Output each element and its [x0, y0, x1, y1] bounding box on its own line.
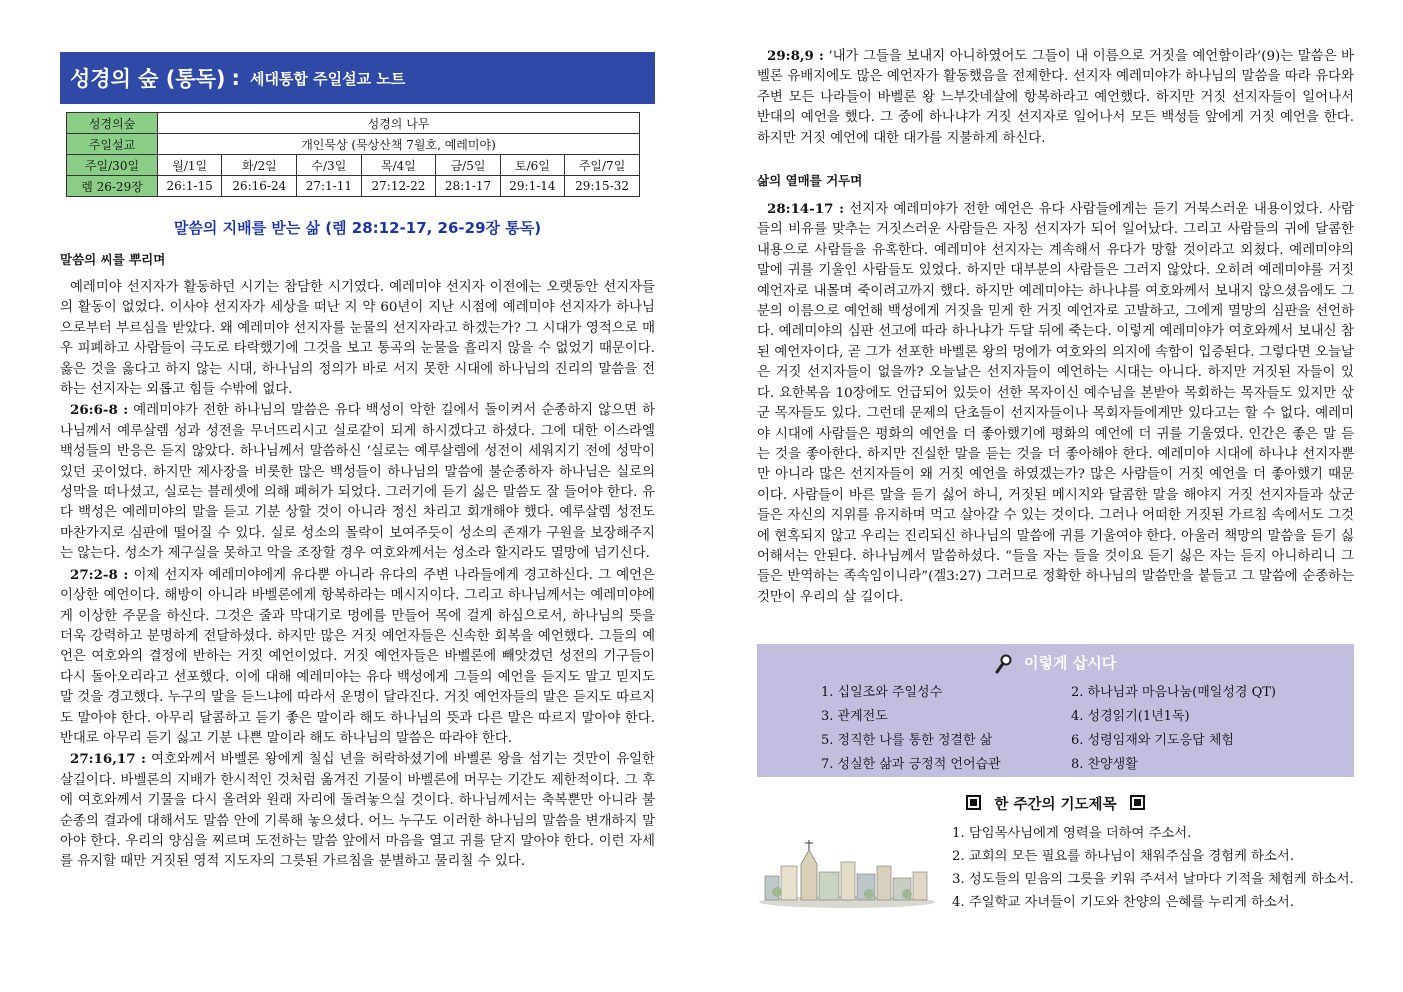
- sermon-paragraph: [757, 199, 1354, 608]
- left-page: [60, 52, 655, 873]
- list-item: 7. 성실한 삶과 긍정적 언어습관: [821, 757, 1001, 773]
- banner-title: 성경의 숲 (통독): [70, 67, 226, 91]
- table-cell: 27:1-11: [297, 176, 361, 197]
- table-cell: 주일/7일: [565, 155, 640, 176]
- table-row: [67, 134, 640, 155]
- reading-schedule-table: [66, 112, 640, 197]
- list-item: 2. 교회의 모든 필요를 하나님이 채워주심을 경험케 하소서.: [952, 849, 1294, 865]
- table-label: 주일/30일: [67, 155, 158, 176]
- list-item: 5. 정직한 나를 통한 정결한 삶: [821, 733, 993, 749]
- table-cell: 화/2일: [222, 155, 297, 176]
- prayer-section: [757, 822, 1354, 922]
- table-label: 주일설교: [67, 134, 158, 155]
- table-cell: 27:12-22: [361, 176, 436, 197]
- table-row: [67, 155, 640, 176]
- scripture-ref: 26:6-8 :: [70, 402, 129, 419]
- table-cell: 토/6일: [500, 155, 564, 176]
- paragraph-text: 선지자 예레미야가 전한 예언은 유다 사람들에게는 듣기 거북스러운 내용이었다. 사람들의 비유를 맞추는 거짓스러운 사람들은 자칭 선지자가 되어 일어났다. 그리고 사람들의 귀에 달콤한 내용으로 사람들을 유혹한다. 예레미야 선지자는 계속해서 유다가 망할 것이라고 외쳤다. 예레미야의 말에 귀를 기울인 사람들도 있었다. 하지만 대부분의 사람들은 그러지 않았다. 오히려 예레미야를 거짓 예언자로 내몰며 죽이려고까지 했다. 하지만 예레미야는 하나냐를 여호와께서 보내지 않으셨음에도 그분의 이름으로 예언해 백성에게 거짓을 믿게 한 거짓 예언자로 고발하고, 그에게 멸망의 심판을 선언하다. 예레미야의 심판 선고에 따라 하나냐가 두달 뒤에 죽는다. 이렇게 예레미야가 여호와께서 보내신 참된 예언자이다, 곧 그가 선포한 바벨론 왕의 멍에가 여호와의 의지에 속함이 입증된다. 그렇다면 오늘날은 거짓 선지자들이 없을까? 오늘날은 선지자들이 예언하는 시대는 아니다. 하지만 거짓된 자들이 있다. 요한복음 10장에도 언급되어 있듯이 선한 목자이신 예수님을 본받아 목회하는 목자들도 있지만 삯군 목자들도 있다. 그런데 문제의 단초들이 선지자들이나 목회자들에게만 있다고는 할 수 없다. 예레미야 시대에 사람들은 평화의 예언을 더 좋아했기에 평화의 예언에 더 귀를 기울였다. 인간은 좋은 말 듣는 것을 좋아한다. 하지만 진실한 말을 듣는 것을 더 좋아해야 한다. 예레미야 시대에 하나냐 선지자뿐만 아니라 많은 선지자들이 왜 거짓 예언을 하였겠는가? 많은 사람들이 거짓 예언을 더 좋아했기 때문이다. 사람들이 바른 말을 듣기 싫어 하니, 거짓된 메시지와 달콤한 말을 해야지 거짓 선지자들과 삯군들은 자신의 지위를 유지하며 먹고 살아갈 수 있는 것이다. 그러나 어떠한 거짓된 가르침 속에서도 그것에 현혹되지 않고 우리는 진리되신 하나님의 말씀에 귀를 기울여야 한다. 아울러 책망의 말씀을 듣기 싫어해서는 안된다. 하나님께서 말씀하셨다. “들을 자는 들을 것이요 듣기 싫은 자는 듣지 아니하리니 그들은 반역하는 족속임이니라”(겔3:27) 그러므로 정확한 하나님의 말씀만을 붙들고 그 말씀에 순종하는 것만이 우리의 살 길이다.: [757, 202, 1355, 605]
- paragraph-text: 이제 선지자 예레미야에게 유다뿐 아니라 유다의 주변 나라들에게 경고하신다. 그 예언은 이상한 예언이다. 해방이 아니라 바벨론에게 항복하라는 메시지이다. 그리고 하나님께서는 예레미야에게 이상한 주문을 하신다. 그것은 줄과 막대기로 멍에를 만들어 목에 걸게 하심으로서, 하나님의 뜻을 더욱 강력하고 분명하게 전달하셨다. 하지만 많은 거짓 예언자들은 신속한 회복을 예언했다. 그들의 예언은 여호와의 결정에 반하는 거짓 예언이었다. 거짓 예언자들은 바벨론에 빼앗겼던 성전의 기구들이 다시 돌아오리라고 선포했다. 이에 대해 예레미야는 유다 백성에게 그들의 예언을 듣지도 말고 믿지도 말 것을 경고했다. 누구의 말을 듣느냐에 따라서 운명이 달라진다. 거짓 예언자들의 말은 듣지도 따르지도 말아야 한다. 아무리 달콤하고 듣기 좋은 말이라 해도 하나님의 뜻과 다른 말은 따르지 말아야 한다. 반대로 아무리 듣기 싫고 기분 나쁜 말이라 해도 하나님의 말씀은 따라야 한다.: [60, 567, 655, 746]
- list-item: 1. 십일조와 주일성수: [821, 685, 943, 701]
- list-item: 3. 관계전도: [821, 709, 888, 725]
- scripture-ref: 28:14-17 :: [767, 201, 845, 218]
- table-cell: 29:15-32: [565, 176, 640, 197]
- list-item: 4. 주일학교 자녀들이 기도와 찬양의 은혜를 누리게 하소서.: [952, 895, 1294, 911]
- list-item: 2. 하나님과 마음나눔(매일성경 QT): [1071, 685, 1276, 701]
- list-item: 1. 담임목사님에게 영력을 더하여 주소서.: [952, 826, 1192, 842]
- table-cell: 성경의 나무: [158, 113, 640, 134]
- paragraph-text: ‘내가 그들을 보내지 아니하였어도 그들이 내 이름으로 거짓을 예언함이라’(9)는 말씀은 바벨론 유배지에도 많은 예언자가 활동했음을 전제한다. 선지자 예레미야가 하나님의 말씀을 따라 유다와 주변 모든 나라들이 바벨론 왕 느부갓네살에 항복하라고 예언했다. 하지만 거짓 선지자들이 일어나서 반대의 예언을 했다. 그 중에 하나냐가 거짓 선지자로 일어나서 모든 백성들 앞에게 거짓 예언을 한다. 하지만 거짓 예언에 대한 대가를 지불하게 하신다.: [757, 49, 1354, 146]
- right-page: [757, 46, 1354, 922]
- banner-subtitle: 세대통합 주일설교 노트: [249, 69, 406, 88]
- table-label: 렘 26-29장: [67, 176, 158, 197]
- table-cell: 목/4일: [361, 155, 436, 176]
- prayer-list: [952, 822, 1354, 914]
- magnifier-icon: [995, 654, 1013, 674]
- live-items-grid: [821, 682, 1321, 776]
- table-cell: 29:1-14: [500, 176, 564, 197]
- table-row: [67, 176, 640, 197]
- table-label: 성경의숲: [67, 113, 158, 134]
- table-cell: 26:16-24: [222, 176, 297, 197]
- sermon-paragraph: [757, 46, 1354, 149]
- sermon-title: 말씀의 지배를 받는 삶 (렘 28:12-17, 26-29장 통독): [173, 219, 542, 237]
- table-cell: 26:1-15: [158, 176, 222, 197]
- list-item: 4. 성경읽기(1년1독): [1071, 709, 1190, 725]
- paragraph-text: 예레미야가 전한 하나님의 말씀은 유다 백성이 악한 길에서 돌이켜서 순종하지 않으면 하나님께서 예루살렘 성과 성전을 무너뜨리시고 실로같이 되게 하시겠다고 하셨다. 그에 대한 이스라엘 백성들의 반응은 듣지 않았다. 하나님께서 말씀하신 ‘실로는 예루살렘에 성전이 세워지기 전에 성막이 있던 곳이었다. 하지만 제사장을 비롯한 많은 백성들이 하나님의 말씀에 불순종하자 하나님은 실로의 성막을 떠나셨고, 실로는 블레셋에 의해 폐허가 되었다. 그러기에 듣기 싫은 말씀도 잘 들어야 한다. 유다 백성은 예레미야의 말을 듣고 기분 상할 것이 아니라 정신 차리고 회개해야 했다. 예루살렘 성전도 마찬가지로 심판에 떨어질 수 있다. 실로 성소의 몰락이 보여주듯이 성소의 존재가 구원을 보장해주지는 않는다. 성소가 제구실을 못하고 악을 조장할 경우 여호와께서는 성소라 할지라도 멸망에 넘기신다.: [60, 403, 656, 562]
- list-item: 8. 찬양생활: [1071, 757, 1138, 773]
- section-heading-sowing: 말씀의 씨를 뿌리며: [60, 252, 166, 267]
- prayer-title: 한 주간의 기도제목: [994, 797, 1117, 814]
- town-illustration-icon: [757, 836, 937, 908]
- bullet-box-icon: [966, 795, 981, 810]
- table-cell: 금/5일: [436, 155, 500, 176]
- scripture-ref: 29:8,9 :: [767, 48, 824, 64]
- title-banner: [60, 52, 655, 104]
- table-cell: 월/1일: [158, 155, 222, 176]
- sermon-paragraph: [60, 565, 655, 750]
- list-item: 6. 성령임재와 기도응답 체험: [1071, 733, 1234, 749]
- scripture-ref: 27:16,17 :: [70, 751, 146, 768]
- live-box-title: 이렇게 삽시다: [1024, 654, 1117, 673]
- table-cell: 28:1-17: [436, 176, 500, 197]
- sermon-paragraph: 예레미야 선지자가 활동하던 시기는 참담한 시기였다. 예레미야 선지자 이전에는 오랫동안 선지자들의 활동이 없었다. 이사야 선지자가 세상을 떠난 지 약 60년이 지난 시점에 예레미야 선지자가 하나님으로부터 부르심을 받았다. 왜 예레미야 선지자를 눈물의 선지자라고 하겠는가? 그 시대가 영적으로 매우 피폐하고 사람들이 극도로 타락했기에 그것을 보고 통곡의 눈물을 흘리지 않을 수 없었기 때문이다. 옳은 것을 옳다고 하지 않는 시대, 하나님의 정의가 바로 서지 못한 시대에 하나님의 진리의 말씀을 전하는 선지자는 외롭고 힘들 수밖에 없다.: [60, 280, 655, 398]
- section-heading-fruit: 삶의 열매를 거두며: [757, 173, 863, 189]
- prayer-heading: [757, 793, 1354, 814]
- paragraph-text: 여호와께서 바벨론 왕에게 칠십 년을 허락하셨기에 바벨론 왕을 섬기는 것만이 유일한 살길이다. 바벨론의 지배가 한시적인 것처럼 옮겨진 기물이 바벨론에 머무는 기간도 제한적이다. 그 후에 여호와께서 기물을 다시 올려와 원래 자리에 돌려놓으실 것이다. 하나님께서는 축복뿐만 아니라 불순종의 결과에 대해서도 말씀 안에 기록해 놓으셨다. 어느 누구도 이러한 하나님의 말씀을 변개하지 말아야 한다. 우리의 양심을 찌르며 도전하는 말씀 앞에서 마음을 열고 귀를 닫지 말아야 한다. 이런 자세를 유지할 때만 거짓된 영적 지도자의 그릇된 가르침을 분별하고 물리칠 수 있다.: [60, 752, 655, 870]
- table-cell: 수/3일: [297, 155, 361, 176]
- sermon-paragraph: [60, 749, 655, 872]
- list-item: 3. 성도들의 믿음의 그릇을 키워 주셔서 날마다 기적을 체험케 하소서.: [952, 872, 1354, 888]
- live-box-header: [757, 644, 1354, 674]
- live-like-this-box: [757, 644, 1354, 777]
- table-cell: 개인묵상 (묵상산책 7월호, 예레미야): [158, 134, 640, 155]
- sermon-paragraph: [60, 400, 655, 564]
- table-row: [67, 113, 640, 134]
- scripture-ref: 27:2-8 :: [70, 566, 129, 583]
- bullet-box-icon: [1130, 795, 1145, 810]
- banner-colon: :: [231, 66, 240, 90]
